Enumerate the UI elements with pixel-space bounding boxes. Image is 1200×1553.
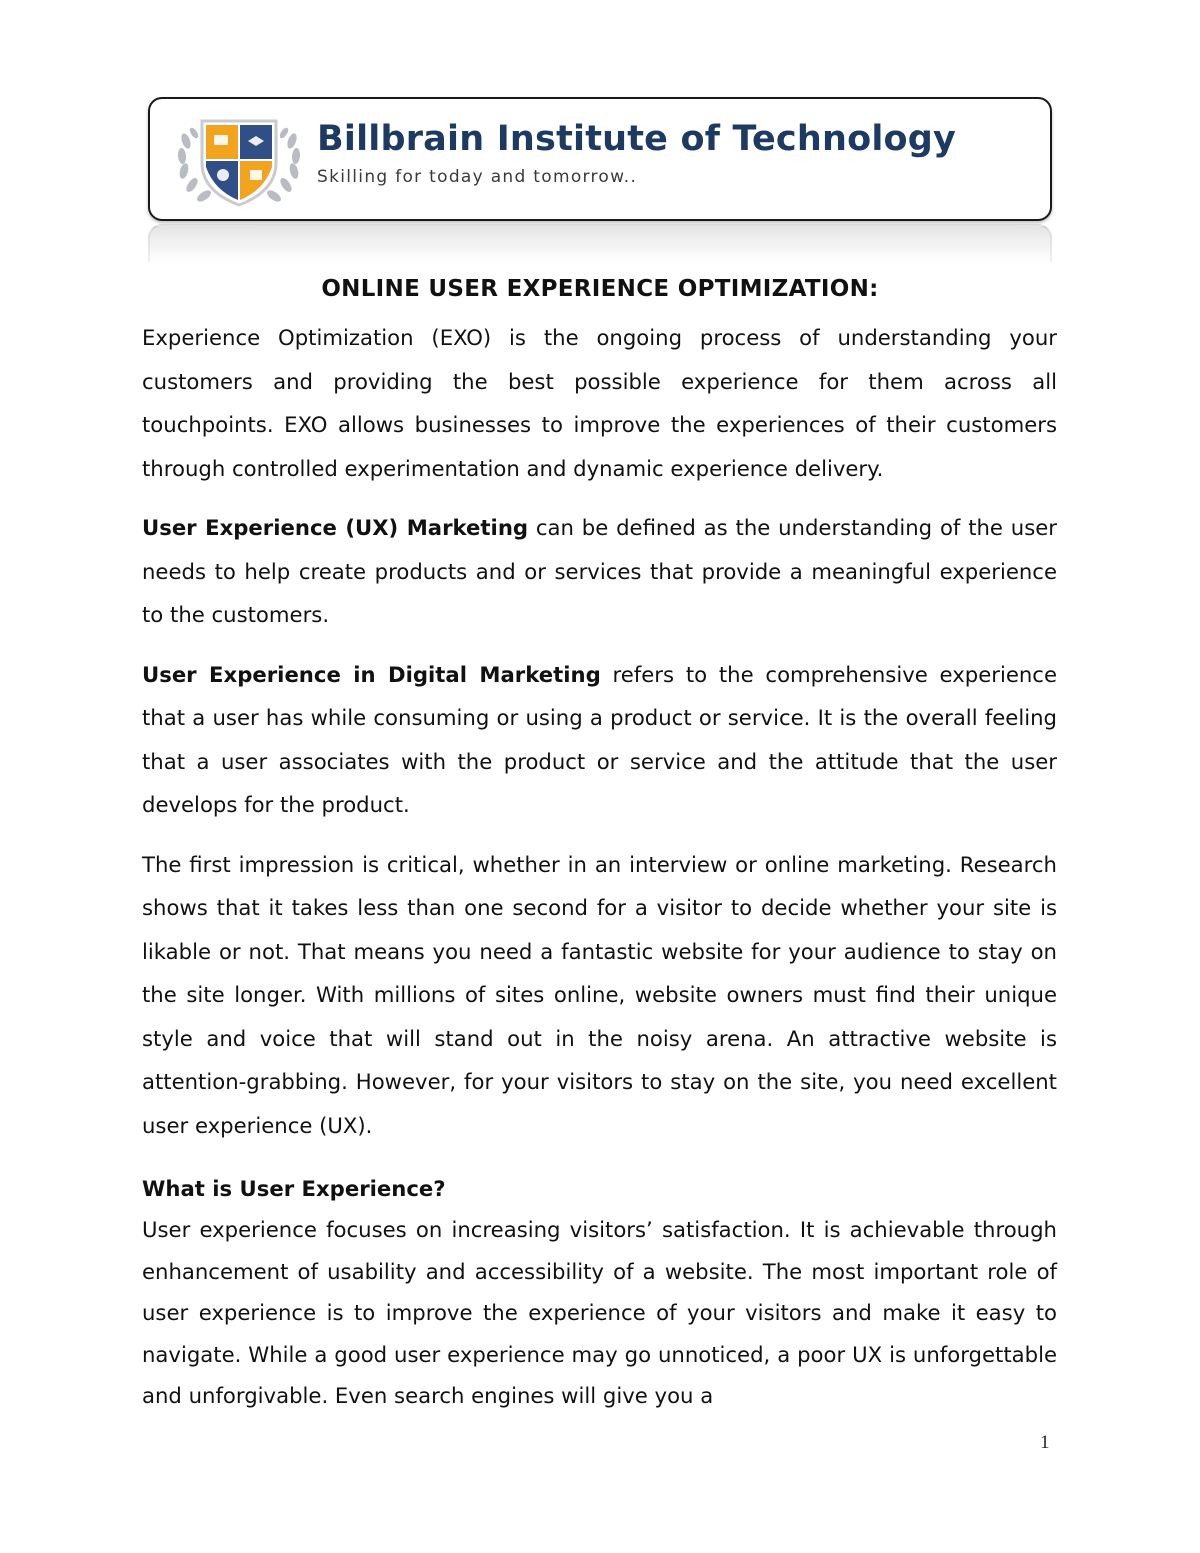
institute-banner — [148, 97, 1052, 221]
section-heading: What is User Experience? — [142, 1176, 446, 1201]
paragraph-what-is-ux: User experience focuses on increasing visitors’ satisfaction. It is achievable through enhancement of usability and accessibility of a website. The most important role of user experience is to improve the experience of your visitors and make it easy to navigate. While a good user experience may go unnoticed, a poor UX is unforgettable and unforgivable. Even search engines will give you a — [142, 1217, 1057, 1408]
paragraph-text: refers to the comprehensive experience that a user has while consuming or using a product or service. It is the overall feeling that a user associates with the product or service and the attitude that the user develops for the product. — [142, 661, 1057, 817]
document-body — [142, 316, 1057, 1417]
institute-emblem-icon — [172, 111, 306, 211]
paragraph-lead: User Experience (UX) Marketing — [142, 515, 529, 540]
paragraph-exo: Experience Optimization (EXO) is the ongoing process of understanding your customers and providing the best possible experience for them across all touchpoints. EXO allows businesses to improve the experiences of their customers through controlled experimentation and dynamic experience delivery. — [142, 325, 1057, 481]
banner-reflection — [148, 224, 1052, 262]
document-title: ONLINE USER EXPERIENCE OPTIMIZATION: — [321, 276, 879, 302]
institute-tagline: Skilling for today and tomorrow.. — [317, 167, 638, 187]
paragraph-text: can be defined as the understanding of the user needs to help create products and or services that provide a meaningful experience to the customers. — [142, 515, 1057, 627]
paragraph-ux-marketing — [142, 506, 1057, 637]
paragraph-ux-digital — [142, 653, 1057, 827]
paragraph-first-impression: The first impression is critical, whether in an interview or online marketing. Research shows that it takes less than one second for a visitor to decide whether your site is likable or not. That means you need a fantastic website for your audience to stay on the site longer. With millions of sites online, website owners must find their unique style and voice that will stand out in the noisy arena. An attractive website is attention-grabbing. However, for your visitors to stay on the site, you need excellent user experience (UX). — [142, 851, 1057, 1138]
page-number: 1 — [1040, 1432, 1050, 1453]
institute-name: Billbrain Institute of Technology — [317, 119, 957, 159]
paragraph-lead: User Experience in Digital Marketing — [142, 661, 601, 687]
